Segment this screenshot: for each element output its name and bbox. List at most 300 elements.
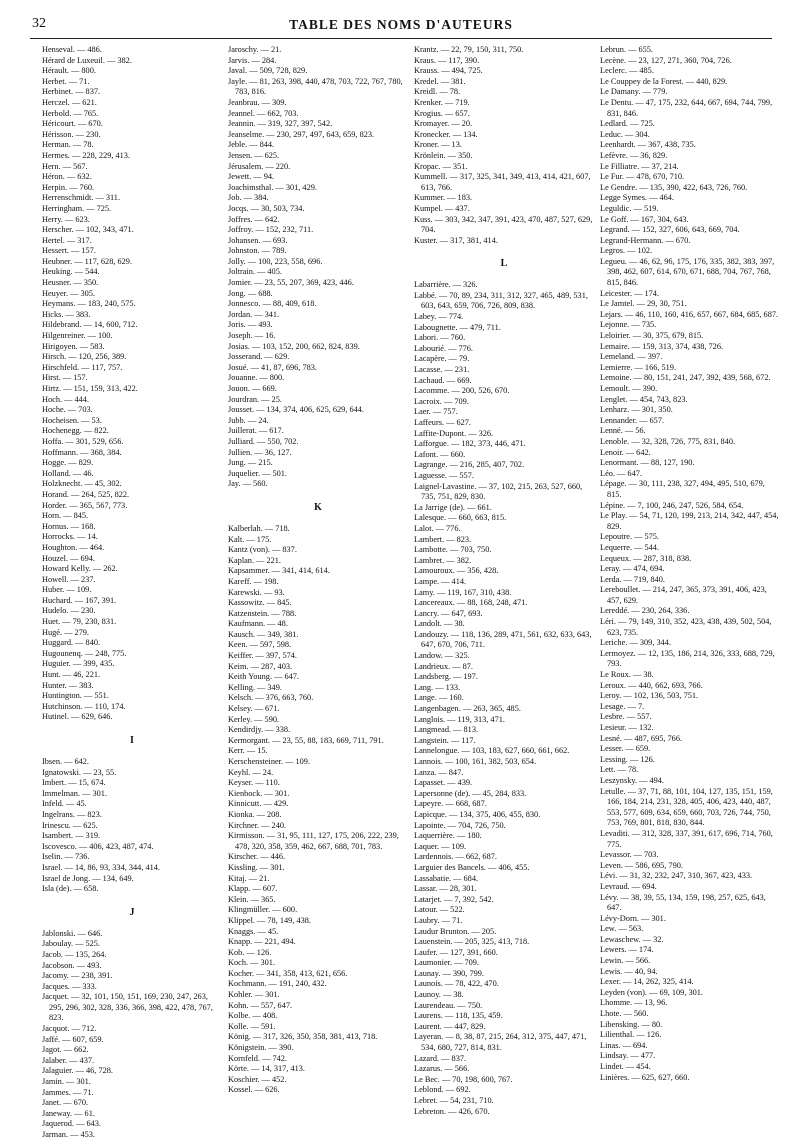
index-entry: Joris. — 493. xyxy=(228,320,273,330)
index-entry: Kalt. — 175. xyxy=(228,534,272,544)
index-entry: Kornfeld. — 742. xyxy=(228,1053,287,1063)
index-entry: Jayle. — 81, 263, 398, 440, 478, 703, 722, 767, 780, 783, 816. xyxy=(228,76,403,97)
index-entry: Laurendeau. — 750. xyxy=(414,1000,483,1010)
index-entry: Hudelo. — 230. xyxy=(42,606,96,616)
index-entry: Libensking. — 80. xyxy=(600,1019,663,1029)
index-entry: Lew. — 563. xyxy=(600,924,644,934)
index-entry: Houzel. — 694. xyxy=(42,553,95,563)
index-entry: Job. — 384. xyxy=(228,193,269,203)
index-entry: Léri. — 79, 149, 310, 352, 423, 438, 439, 502, 504, 623, 735. xyxy=(600,617,772,637)
index-entry: Jamin. — 301. xyxy=(42,1077,91,1087)
index-entry: Lancereaux. — 88, 168, 248, 471. xyxy=(414,598,528,608)
index-entry: Latarjet. — 7, 392, 542. xyxy=(414,894,494,904)
index-entry: Herman. — 78. xyxy=(42,140,94,150)
index-entry: Lequerre. — 544. xyxy=(600,542,659,552)
index-entry: Larguier des Bancels. — 406, 455. xyxy=(414,862,530,872)
index-entry: Laguesse. — 557. xyxy=(414,470,474,480)
index-entry: Javal. — 509, 728, 829. xyxy=(228,66,308,76)
index-entry: Labarrière. — 326. xyxy=(414,280,478,290)
entries-k-cont xyxy=(414,45,594,246)
index-entry: Hildebrand. — 14, 600, 712. xyxy=(42,320,138,330)
index-entry: Linas. — 694. xyxy=(600,1040,648,1050)
index-entry: Lesné. — 487, 695, 766. xyxy=(600,733,683,743)
section-letter-k: K xyxy=(314,501,322,513)
index-entry: Lewin. — 566. xyxy=(600,956,651,966)
index-entry: Letulle. — 37, 71, 88, 101, 104, 127, 135, 151, 159, 166, 184, 214, 231, 328, 405, 406, 423, 440, 487, 553, 577, 609, 634, 659, 660, 703, 726, 744, 750, 753, 769, 801, 818, 830, 844. xyxy=(600,786,773,828)
index-entry: Landsberg. — 197. xyxy=(414,672,478,682)
index-entry: Horn. — 845. xyxy=(42,511,89,521)
index-entry: Königstein. — 390. xyxy=(228,1043,294,1053)
index-entry: Keiffer. — 397, 574. xyxy=(228,651,297,661)
index-entry: Jeanbrau. — 309. xyxy=(228,97,287,107)
index-entry: Kissling. — 301. xyxy=(228,862,285,872)
index-entry: Kitaj. — 21. xyxy=(228,873,270,883)
index-entry: Lange. — 160. xyxy=(414,693,464,703)
index-entry: Holzknecht. — 45, 302. xyxy=(42,479,122,489)
index-entry: Herbold. — 765. xyxy=(42,108,99,118)
index-entry: Landrieux. — 87. xyxy=(414,661,473,671)
entries-h xyxy=(42,45,222,723)
index-entry: Jarman. — 453. xyxy=(42,1130,95,1139)
index-entry: Lafforgue. — 182, 373, 446, 471. xyxy=(414,439,526,449)
index-entry: Kohn. — 557, 647. xyxy=(228,1000,293,1010)
index-entry: Le Dentu. — 47, 175, 232, 644, 667, 694, 744, 799, 831, 846. xyxy=(600,97,773,118)
index-entry: Joachimsthal. — 301, 429. xyxy=(228,182,317,192)
index-entry: Labourié. — 776. xyxy=(414,343,473,353)
index-entry: Lévy-Dorn. — 301. xyxy=(600,913,666,923)
index-entry: Jablonski. — 646. xyxy=(42,928,103,938)
index-entry: Israel. — 14, 86, 93, 334, 344, 414. xyxy=(42,862,160,872)
index-entry: Lacapère. — 79. xyxy=(414,354,470,364)
index-entry: Kionka. — 208. xyxy=(228,809,282,819)
index-entry: Howard Kelly. — 262. xyxy=(42,564,118,574)
index-entry: Heymans. — 183, 240, 575. xyxy=(42,299,136,309)
index-entry: Le Play. — 54, 71, 120, 199, 213, 214, 342, 447, 454, 829. xyxy=(600,511,779,531)
index-entry: Hocheisen. — 53. xyxy=(42,415,102,425)
index-entry: Kuss. — 303, 342, 347, 391, 423, 470, 487, 527, 629, 704. xyxy=(414,214,593,235)
index-entry: Juillerat. — 617. xyxy=(228,426,284,436)
index-entry: Jammes. — 71. xyxy=(42,1087,94,1097)
index-entry: Layeran. — 8, 38, 87, 215, 264, 312, 375, 447, 471, 534, 680, 727, 814, 831. xyxy=(414,1032,587,1053)
section-letter-i: I xyxy=(130,735,134,746)
index-entry: Lermoyez. — 12, 135, 186, 214, 326, 333, 688, 729, 793. xyxy=(600,648,775,669)
index-entry: Lenné. — 56. xyxy=(600,426,646,436)
index-entry: Lapeyre. — 668, 687. xyxy=(414,799,487,809)
index-entry: Leduc. — 304. xyxy=(600,129,650,139)
index-entry: Herczel. — 621. xyxy=(42,97,97,107)
index-entry: Jérusalem. — 220. xyxy=(228,161,291,171)
index-entry: Johansen. — 693. xyxy=(228,235,288,245)
index-entry: Ingelrans. — 823. xyxy=(42,809,102,819)
index-entry: Kirchner. — 240. xyxy=(228,820,287,830)
index-entry: Leclerc. — 485. xyxy=(600,66,654,76)
index-entry: Langlois. — 119, 313, 471. xyxy=(414,714,505,724)
index-entry: Lardennois. — 662, 687. xyxy=(414,852,497,862)
index-entry: Infeld. — 45. xyxy=(42,799,87,809)
index-entry: Kalberlah. — 718. xyxy=(228,523,290,533)
index-entry: Lannois. — 100, 161, 382, 503, 654. xyxy=(414,757,537,766)
index-entry: Jeanselme. — 230, 297, 497, 643, 659, 823. xyxy=(228,129,375,139)
index-entry: Herbet. — 71. xyxy=(42,76,90,86)
index-entry: Huchard. — 167, 391. xyxy=(42,595,117,605)
index-entry: Imbert. — 15, 674. xyxy=(42,778,106,788)
index-entry: Le Bec. — 70, 198, 600, 767. xyxy=(414,1074,513,1084)
index-entry: Huber. — 109. xyxy=(42,585,92,595)
index-entry: Hutinel. — 629, 646. xyxy=(42,712,113,722)
index-entry: Legueu. — 46, 62, 96, 175, 176, 335, 382, 383, 397, 398, 462, 607, 614, 670, 671, 688, 704, 767, 768, 815, 846. xyxy=(600,256,775,288)
index-entry: Lhomme. — 13, 96. xyxy=(600,998,668,1008)
index-entry: Leszynsky. — 494. xyxy=(600,775,664,785)
index-entry: Herbinet. — 837. xyxy=(42,87,101,97)
index-entry: Klippel. — 78, 149, 438. xyxy=(228,915,311,925)
index-entry: Langstein. — 117. xyxy=(414,735,476,745)
index-entry: Houghton. — 464. xyxy=(42,542,105,552)
index-entry: Lejonne. — 735. xyxy=(600,320,657,330)
index-entry: Horder. — 365, 567, 773. xyxy=(42,500,128,510)
index-entry: Lebreton. — 426, 670. xyxy=(414,1106,490,1116)
index-entry: Klein. — 365. xyxy=(228,894,276,904)
index-entry: Johnston. — 789. xyxy=(228,246,287,256)
index-entry: Laurens. — 118, 135, 459. xyxy=(414,1011,503,1021)
index-entry: Lemeland. — 397. xyxy=(600,352,663,362)
index-entry: Huggard. — 840. xyxy=(42,638,101,648)
index-entry: Legge Symes. — 464. xyxy=(600,193,674,203)
index-entry: Lapersonne (de). — 45, 284, 833. xyxy=(414,788,527,798)
index-entry: Hoch. — 444. xyxy=(42,394,90,404)
index-entry: Heuking. — 544. xyxy=(42,267,100,277)
index-entry: Krantz. — 22, 79, 150, 311, 750. xyxy=(414,45,524,54)
index-entry: Lebrun. — 655. xyxy=(600,45,653,54)
page-number: 32 xyxy=(32,16,46,31)
index-entry: Laubry. — 71. xyxy=(414,915,463,925)
index-entry: Lépage. — 30, 111, 238, 327, 494, 495, 510, 679, 815. xyxy=(600,479,765,499)
index-entry: Labori. — 760. xyxy=(414,333,466,343)
index-entry: Jacquet. — 32, 101, 150, 151, 169, 230, 247, 263, 295, 296, 302, 328, 336, 366, 398, 422, 478, 767, 823. xyxy=(42,992,213,1023)
index-entry: Leroy. — 102, 136, 503, 751. xyxy=(600,691,699,701)
index-entry: Labougnette. — 479, 711. xyxy=(414,322,501,332)
index-entry: Le Fur. — 478, 670, 710. xyxy=(600,172,685,182)
index-entry: Horrocks. — 14. xyxy=(42,532,98,542)
index-entry: Julliard. — 550, 702. xyxy=(228,436,299,446)
index-entry: Krauss. — 494, 725. xyxy=(414,66,483,76)
index-entry: Lebret. — 54, 231, 710. xyxy=(414,1096,494,1105)
column-2 xyxy=(228,45,408,1095)
index-entry: Lenglet. — 454, 743, 823. xyxy=(600,394,688,404)
index-entry: Lambret. — 382. xyxy=(414,555,472,565)
index-entry: Lindet. — 454. xyxy=(600,1062,651,1071)
index-entry: Le Gendre. — 135, 390, 422, 643, 726, 760. xyxy=(600,182,748,192)
index-entry: Kerr. — 15. xyxy=(228,746,268,756)
index-entry: Keim. — 287, 403. xyxy=(228,661,293,671)
index-entry: Jullien. — 36, 127. xyxy=(228,447,292,457)
index-entry: Linières. — 625, 627, 660. xyxy=(600,1072,690,1082)
index-entry: Jay. — 560. xyxy=(228,479,268,489)
index-entry: Lemaire. — 159, 313, 374, 438, 726. xyxy=(600,341,724,351)
index-entry: Lépine. — 7, 100, 246, 247, 526, 584, 654. xyxy=(600,500,744,510)
index-entry: Hunt. — 46, 221. xyxy=(42,670,101,680)
index-entry: Hoffa. — 301, 529, 656. xyxy=(42,436,124,446)
index-entry: Josias. — 103, 152, 200, 662, 824, 839. xyxy=(228,341,360,351)
index-entry: Jolly. — 100, 223, 558, 696. xyxy=(228,256,323,266)
index-entry: Jourdran. — 25. xyxy=(228,394,282,404)
index-entry: Hirtz. — 151, 159, 313, 422. xyxy=(42,384,138,393)
index-entry: Herscher. — 102, 343, 471. xyxy=(42,225,134,235)
index-entry: Kareff. — 198. xyxy=(228,576,279,586)
index-entry: Langmead. — 813. xyxy=(414,725,479,735)
index-entry: Kreidl. — 78. xyxy=(414,87,461,97)
index-entry: Kelsey. — 671. xyxy=(228,704,280,714)
index-entry: Herringham. — 725. xyxy=(42,203,112,213)
index-entry: Herrenschmidt. — 311. xyxy=(42,193,121,203)
index-entry: Leray. — 474, 694. xyxy=(600,564,665,574)
index-entry: Lagrange. — 216, 285, 407, 702. xyxy=(414,460,525,470)
index-entry: Laffite-Dupont. — 326. xyxy=(414,428,494,438)
index-entry: Jaffé. — 607, 659. xyxy=(42,1034,104,1044)
index-entry: Ibsen. — 642. xyxy=(42,757,90,766)
index-entry: Hoche. — 703. xyxy=(42,405,93,415)
index-entry: Juquelier. — 501. xyxy=(228,468,287,478)
index-entry: Lassabatie. — 684. xyxy=(414,873,479,883)
index-entry: Kumpel. — 437. xyxy=(414,203,470,213)
index-entry: Jalaguier. — 46, 728. xyxy=(42,1066,113,1076)
column-4 xyxy=(600,45,780,1082)
index-entry: Kelling. — 349. xyxy=(228,682,282,692)
index-entry: Kroner. — 13. xyxy=(414,140,462,150)
index-entry: Lhote. — 560. xyxy=(600,1009,649,1019)
index-entry: Jonnesco. — 88, 409, 618. xyxy=(228,299,317,309)
index-entry: Hirschfeld. — 117, 757. xyxy=(42,362,123,372)
header-rule xyxy=(30,38,772,39)
index-entry: Labbé. — 70, 89, 234, 311, 312, 327, 465, 489, 531, 603, 643, 659, 706, 726, 809, 838. xyxy=(414,290,588,311)
index-entry: Hirsch. — 120, 256, 389. xyxy=(42,352,127,362)
index-entry: Hutchinson. — 110, 174. xyxy=(42,701,126,711)
column-1 xyxy=(42,45,222,1139)
index-entry: Jaquerod. — 643. xyxy=(42,1119,101,1129)
index-entry: Iselin. — 736. xyxy=(42,852,90,862)
index-entry: Lenoble. — 32, 328, 726, 775, 831, 840. xyxy=(600,436,736,446)
index-entry: Keyhl. — 24. xyxy=(228,767,274,777)
index-entry: Kob. — 126. xyxy=(228,947,272,957)
index-entry: Hogge. — 829. xyxy=(42,458,94,468)
index-entry: Lewers. — 174. xyxy=(600,945,654,955)
index-entry: Jewett. — 94. xyxy=(228,172,275,182)
index-entry: Lachaud. — 669. xyxy=(414,375,472,385)
index-entry: Israel de Jong. — 134, 649. xyxy=(42,873,134,883)
index-entry: Léo. — 647. xyxy=(600,468,642,478)
index-entry: Lereboullet. — 214, 247, 365, 373, 391, 406, 423, 457, 629. xyxy=(600,585,767,605)
index-entry: Howell. — 237. xyxy=(42,574,96,584)
index-entry: Jeannel. — 662, 703. xyxy=(228,108,299,118)
index-entry: Landow. — 325. xyxy=(414,651,470,661)
index-entry: Kantz (von). — 837. xyxy=(228,545,297,555)
index-entry: Jouanne. — 800. xyxy=(228,373,285,383)
index-entry: Lauenstein. — 205, 325, 413, 718. xyxy=(414,937,530,947)
index-entry: Hertel. — 317. xyxy=(42,235,92,245)
index-entry: Joltrain. — 405. xyxy=(228,267,282,277)
index-entry: Holland. — 46. xyxy=(42,468,94,478)
running-header xyxy=(30,14,772,36)
entries-k xyxy=(228,524,408,1096)
index-entry: Leicester. — 174. xyxy=(600,288,659,298)
index-entry: Heubner. — 117, 628, 629. xyxy=(42,256,133,266)
index-entry: Lamy. — 119, 167, 310, 438. xyxy=(414,587,512,597)
index-entry: Lenharz. — 301, 350. xyxy=(600,405,673,415)
index-entry: Kienbock. — 301. xyxy=(228,788,290,798)
index-entry: Leguldic. — 519. xyxy=(600,203,659,213)
index-entry: Kromayer. — 20. xyxy=(414,119,473,129)
index-entry: Kausch. — 349, 381. xyxy=(228,629,299,639)
index-entry: Jubb. — 24. xyxy=(228,415,269,425)
index-entry: Lerda. — 719, 840. xyxy=(600,574,665,584)
index-entry: Jacquot. — 712. xyxy=(42,1024,97,1034)
index-entry: Le Damany. — 779. xyxy=(600,87,668,97)
index-entry: Jung. — 215. xyxy=(228,458,273,468)
index-entry: Lesage. — 7. xyxy=(600,701,645,711)
index-entry: Jaboulay. — 525. xyxy=(42,939,100,949)
index-entry: Keith Young. — 647. xyxy=(228,672,299,682)
index-entry: Lazarus. — 566. xyxy=(414,1064,470,1074)
index-entry: Katzenstein. — 788. xyxy=(228,608,297,618)
index-entry: Jeble. — 844. xyxy=(228,140,275,150)
index-entry: Heuyer. — 305. xyxy=(42,288,95,298)
index-entry: Lambert. — 823. xyxy=(414,534,472,544)
index-entry: Kredel. — 381. xyxy=(414,76,466,86)
index-entry: Kassowitz. — 845. xyxy=(228,598,292,608)
index-entry: Lambotte. — 703, 750. xyxy=(414,545,492,555)
index-entry: Laurent. — 447, 829. xyxy=(414,1021,486,1031)
index-entry: Laumonier. — 709. xyxy=(414,958,479,968)
index-entry: Klingmüller. — 600. xyxy=(228,905,298,915)
index-entry: Jacobson. — 493. xyxy=(42,960,102,970)
index-entry: Kronecker. — 134. xyxy=(414,129,478,139)
entries-j xyxy=(42,929,222,1141)
index-entry: Iscovesco. — 406, 423, 487, 474. xyxy=(42,841,154,851)
index-entry: Launois. — 78, 422, 470. xyxy=(414,979,499,989)
index-entry: Hirst. — 157. xyxy=(42,373,88,383)
index-entry: Kuster. — 317, 381, 414. xyxy=(414,235,498,245)
index-entry: Lereddé. — 230, 264, 336. xyxy=(600,606,690,616)
index-entry: Jousset. — 134, 374, 406, 625, 629, 644. xyxy=(228,405,364,415)
index-entry: Henseval. — 486. xyxy=(42,45,102,54)
index-entry: Ignatowski. — 23, 55. xyxy=(42,767,117,777)
index-entry: Launoy. — 38. xyxy=(414,990,464,1000)
index-entry: Landouzy. — 118, 136, 289, 471, 561, 632, 633, 643, 647, 670, 706, 711. xyxy=(414,629,592,650)
index-entry: Lalesque. — 660, 663, 815. xyxy=(414,513,507,523)
index-entry: Langenbagen. — 263, 365, 485. xyxy=(414,704,521,714)
index-entry: Héricourt. — 670. xyxy=(42,119,103,129)
index-entry: Josué. — 41, 87, 696, 783. xyxy=(228,362,317,372)
index-entry: Hern. — 567. xyxy=(42,161,88,171)
index-entry: Lamouroux. — 356, 428. xyxy=(414,566,499,576)
index-entry: Lesbre. — 557. xyxy=(600,712,652,722)
index-entry: Jordan. — 341. xyxy=(228,309,280,319)
index-entry: Levassor. — 703. xyxy=(600,850,659,860)
index-entry: Kermorgant. — 23, 55, 88, 183, 669, 711, 791. xyxy=(228,735,384,745)
index-entry: Hilgenreiner. — 100. xyxy=(42,331,113,341)
index-entry: Irinescu. — 625. xyxy=(42,820,98,830)
index-entry: Hornus. — 168. xyxy=(42,521,96,531)
index-entry: Hugounenq. — 248, 775. xyxy=(42,648,127,658)
index-entry: Hérisson. — 230. xyxy=(42,129,101,139)
entries-l xyxy=(414,280,594,1117)
index-entry: Lecène. — 23, 127, 271, 360, 704, 726. xyxy=(600,55,732,65)
index-entry: Lepoutre. — 575. xyxy=(600,532,659,542)
index-entry: Keyser. — 110. xyxy=(228,778,280,788)
index-entry: Keen. — 597, 598. xyxy=(228,640,292,650)
index-entry: Huet. — 79, 230, 831. xyxy=(42,617,117,627)
index-entry: Janeway. — 61. xyxy=(42,1108,95,1118)
index-entry: Lenoir. — 642. xyxy=(600,447,651,457)
index-entry: Hirigoyen. — 583. xyxy=(42,341,105,351)
index-entry: Lemierre. — 166, 519. xyxy=(600,362,677,372)
index-entry: Lapicque. — 134, 375, 406, 455, 830. xyxy=(414,809,541,819)
index-entry: Knapp. — 221, 494. xyxy=(228,937,296,947)
index-entry: Le Jamtel. — 29, 30, 751. xyxy=(600,299,687,309)
index-entry: Laffeurs. — 627. xyxy=(414,418,471,427)
index-entry: Laer. — 757. xyxy=(414,407,458,417)
index-entry: Hérard de Luxeuil. — 382. xyxy=(42,55,132,65)
entries-i xyxy=(42,757,222,895)
index-entry: Lessing. — 126. xyxy=(600,754,655,764)
index-entry: Levaditi. — 312, 328, 337, 391, 617, 696, 714, 760, 775. xyxy=(600,828,773,849)
index-entry: Jacob. — 135, 264. xyxy=(42,949,107,959)
index-entry: Herry. — 623. xyxy=(42,214,90,224)
index-entry: Lacomme. — 200, 526, 670. xyxy=(414,386,510,396)
index-entry: Jomier. — 23, 55, 207, 369, 423, 446. xyxy=(228,278,354,288)
index-entry: Josserand. — 629. xyxy=(228,352,290,362)
index-entry: Jarvis. — 284. xyxy=(228,55,277,65)
index-entry: Lévi. — 31, 32, 232, 247, 310, 367, 423, 433. xyxy=(600,871,753,881)
index-entry: Kendirdjy. — 338. xyxy=(228,725,291,735)
index-entry: Jong. — 688. xyxy=(228,288,273,298)
index-entry: Koschier. — 452. xyxy=(228,1074,287,1084)
index-entry: Immelman. — 301. xyxy=(42,788,107,798)
index-entry: Jacques. — 333. xyxy=(42,981,97,991)
index-entry: Launay. — 390, 799. xyxy=(414,968,484,978)
index-entry: Lassar. — 28, 301. xyxy=(414,884,477,894)
index-entry: Héron. — 632. xyxy=(42,172,92,182)
index-entry: Jaroschy. — 21. xyxy=(228,45,282,54)
index-entry: Kohler. — 301. xyxy=(228,990,280,1000)
index-entry: Kropac. — 351. xyxy=(414,161,468,171)
index-entry: Jensen. — 625. xyxy=(228,150,280,160)
index-entry: Lennander. — 657. xyxy=(600,415,665,425)
index-entry: Laudur Brunton. — 205. xyxy=(414,926,497,936)
index-entry: Lapasset. — 439. xyxy=(414,778,473,788)
index-entry: Herpin. — 760. xyxy=(42,182,95,192)
entries-l-cont xyxy=(600,45,780,1083)
index-entry: Kinnicutt. — 429. xyxy=(228,799,289,809)
index-entry: Laquerrière. — 180. xyxy=(414,831,482,841)
index-entry: Jacomy. — 238, 391. xyxy=(42,971,113,981)
index-entry: Legros. — 102. xyxy=(600,246,653,256)
index-entry: Leriche. — 309, 344. xyxy=(600,638,671,648)
index-entry: Hunter. — 383. xyxy=(42,680,94,690)
index-entry: La Jarrige (de). — 661. xyxy=(414,502,492,512)
index-entry: Hermes. — 228, 229, 413. xyxy=(42,150,131,160)
index-entry: Leroux. — 440, 662, 693, 766. xyxy=(600,680,703,690)
index-entry: Lacasse. — 231. xyxy=(414,365,470,375)
index-entry: Lesieur. — 132. xyxy=(600,723,654,732)
index-entry: Lindsay. — 477. xyxy=(600,1051,656,1061)
index-entry: Laufer. — 127, 391, 660. xyxy=(414,947,498,957)
index-entry: Hérault. — 800. xyxy=(42,66,96,76)
index-entry: Lenormant. — 88, 127, 190. xyxy=(600,458,695,468)
index-entry: Jocqs. — 30, 503, 734. xyxy=(228,203,305,213)
index-entry: Karewski. — 93. xyxy=(228,587,285,597)
index-entry: Lemoult. — 390. xyxy=(600,384,658,393)
index-entry: Kerschensteiner. — 109. xyxy=(228,757,311,766)
